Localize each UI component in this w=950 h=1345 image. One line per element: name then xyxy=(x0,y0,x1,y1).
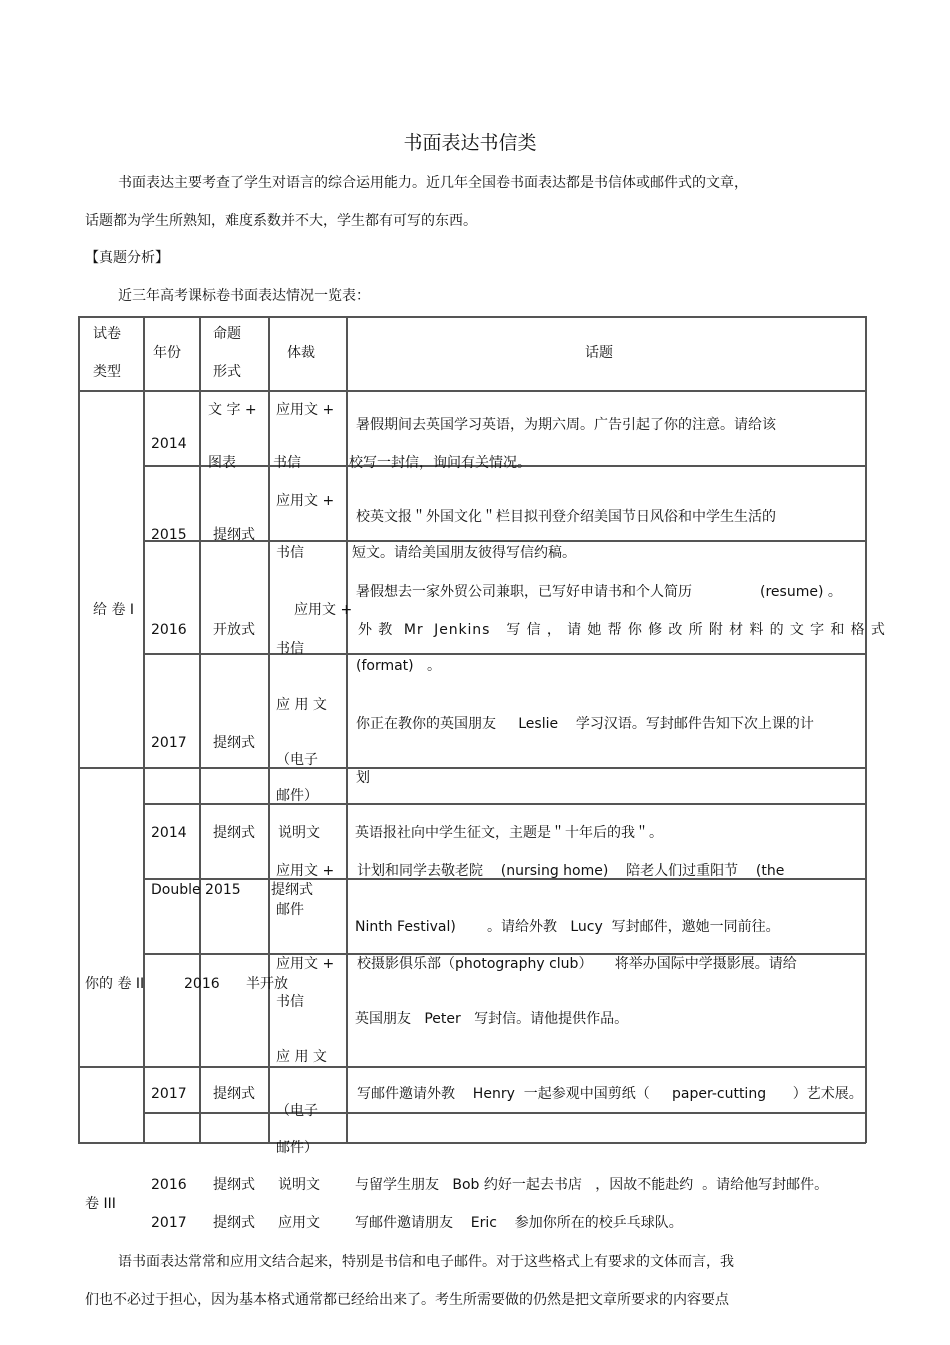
cell-genre: 应用文 + xyxy=(276,863,335,879)
cell-topic: (format) 。 xyxy=(356,658,441,674)
cell-year: 2017 xyxy=(151,735,187,751)
cell-genre: 书信 xyxy=(276,994,304,1010)
cell-year: 2016 xyxy=(184,976,220,992)
cell-topic: 英语报社向中学生征文，主题是＂十年后的我＂。 xyxy=(355,825,663,841)
cell-topic: 写邮件邀请朋友 Eric 参加你所在的校乒乓球队。 xyxy=(355,1215,683,1231)
cell-genre: 应用文 + xyxy=(294,602,353,618)
header-form: 命题 xyxy=(213,326,241,342)
cell-topic: 暑假期间去英国学习英语，为期六周。广告引起了你的注意。请给该 xyxy=(356,417,776,433)
cell-form: 半开放 xyxy=(246,976,288,992)
cell-form: 提纲式 xyxy=(213,735,255,751)
outro-line: 语书面表达常常和应用文结合起来，特别是书信和电子邮件。对于这些格式上有要求的文体而言，我 xyxy=(118,1254,734,1270)
cell-topic: 校写一封信，询问有关情况。 xyxy=(349,455,531,471)
cell-genre: 应用文 xyxy=(278,1215,320,1231)
cell-year: 2016 xyxy=(151,622,187,638)
cell-genre: 应用文 + xyxy=(276,402,335,418)
cell-form: 提纲式 xyxy=(213,1215,255,1231)
cell-form: 提纲式 xyxy=(271,882,313,898)
cell-genre: （电子 xyxy=(276,1103,318,1119)
cell-form: 文 字 + xyxy=(208,402,257,418)
cell-genre: 书信 xyxy=(273,455,301,471)
cell-form: 图表 xyxy=(208,455,236,471)
cell-form: 开放式 xyxy=(213,622,255,638)
cell-form: 提纲式 xyxy=(213,825,255,841)
cell-paper: 给 卷 I xyxy=(93,602,135,618)
section-heading: 【真题分析】 xyxy=(85,250,169,266)
cell-genre: 应 用 文 xyxy=(276,1049,327,1065)
cell-paper: 你的 卷 II xyxy=(85,976,145,992)
intro-line: 话题都为学生所熟知，难度系数并不大，学生都有可写的东西。 xyxy=(85,213,477,229)
cell-genre: 邮件） xyxy=(276,788,318,804)
cell-year: 2017 xyxy=(151,1086,187,1102)
cell-year: 2014 xyxy=(151,825,187,841)
cell-year: Double 2015 xyxy=(151,882,241,898)
cell-genre: 邮件） xyxy=(276,1140,318,1156)
cell-genre: 应用文 + xyxy=(276,956,335,972)
cell-topic: 短文。请给美国朋友彼得写信约稿。 xyxy=(352,545,576,561)
cell-topic: 英国朋友 Peter 写封信。请他提供作品。 xyxy=(355,1011,629,1027)
cell-genre: 应 用 文 xyxy=(276,697,327,713)
cell-form: 提纲式 xyxy=(213,1086,255,1102)
cell-topic: 计划和同学去敬老院 (nursing home) 陪老人们过重阳节 (the xyxy=(357,863,785,879)
cell-genre: 说明文 xyxy=(278,825,320,841)
header-form: 形式 xyxy=(213,364,241,380)
cell-topic: 你正在教你的英国朋友 Leslie 学习汉语。写封邮件告知下次上课的计 xyxy=(356,716,814,732)
cell-genre: 书信 xyxy=(276,641,304,657)
cell-year: 2014 xyxy=(151,436,187,452)
header-genre: 体裁 xyxy=(287,345,315,361)
cell-year: 2015 xyxy=(151,527,187,543)
header-year: 年份 xyxy=(153,345,181,361)
header-paper: 试卷 xyxy=(93,326,121,342)
cell-topic: 与留学生朋友 Bob 约好一起去书店 ，因故不能赴约 。请给他写封邮件。 xyxy=(355,1177,829,1193)
cell-year: 2017 xyxy=(151,1215,187,1231)
cell-topic: 划 xyxy=(356,770,370,786)
cell-form: 提纲式 xyxy=(213,527,255,543)
cell-paper: 卷 III xyxy=(85,1196,116,1212)
document-title: 书面表达书信类 xyxy=(403,132,537,154)
outro-line: 们也不必过于担心，因为基本格式通常都已经给出来了。考生所需要做的仍然是把文章所要求的内容要点 xyxy=(85,1292,729,1308)
cell-topic: (resume) 。 xyxy=(760,584,842,600)
cell-genre: 邮件 xyxy=(276,902,304,918)
cell-topic: Ninth Festival) 。请给外教 Lucy 写封邮件，邀她一同前往。 xyxy=(355,919,780,935)
cell-topic: 写邮件邀请外教 Henry 一起参观中国剪纸（ paper-cutting ）艺术展。 xyxy=(357,1086,863,1102)
intro-line: 书面表达主要考查了学生对语言的综合运用能力。近几年全国卷书面表达都是书信体或邮件式的文章， xyxy=(118,175,748,191)
cell-topic: 外 教 Mr Jenkins 写 信 ， 请 她 帮 你 修 改 所 附 材 料 的 文 字 和 格 式 xyxy=(358,622,886,638)
cell-genre: （电子 xyxy=(276,752,318,768)
cell-topic: 校摄影俱乐部（photography club） 将举办国际中学摄影展。请给 xyxy=(357,956,797,972)
table-caption: 近三年高考课标卷书面表达情况一览表： xyxy=(118,288,370,304)
header-paper: 类型 xyxy=(93,364,121,380)
cell-topic: 暑假想去一家外贸公司兼职，已写好申请书和个人简历 xyxy=(356,584,692,600)
header-topic: 话题 xyxy=(585,345,613,361)
cell-topic: 校英文报＂外国文化＂栏目拟刊登介绍美国节日风俗和中学生生活的 xyxy=(356,509,776,525)
cell-genre: 说明文 xyxy=(278,1177,320,1193)
cell-genre: 应用文 + xyxy=(276,493,335,509)
cell-genre: 书信 xyxy=(276,545,304,561)
cell-year: 2016 xyxy=(151,1177,187,1193)
cell-form: 提纲式 xyxy=(213,1177,255,1193)
